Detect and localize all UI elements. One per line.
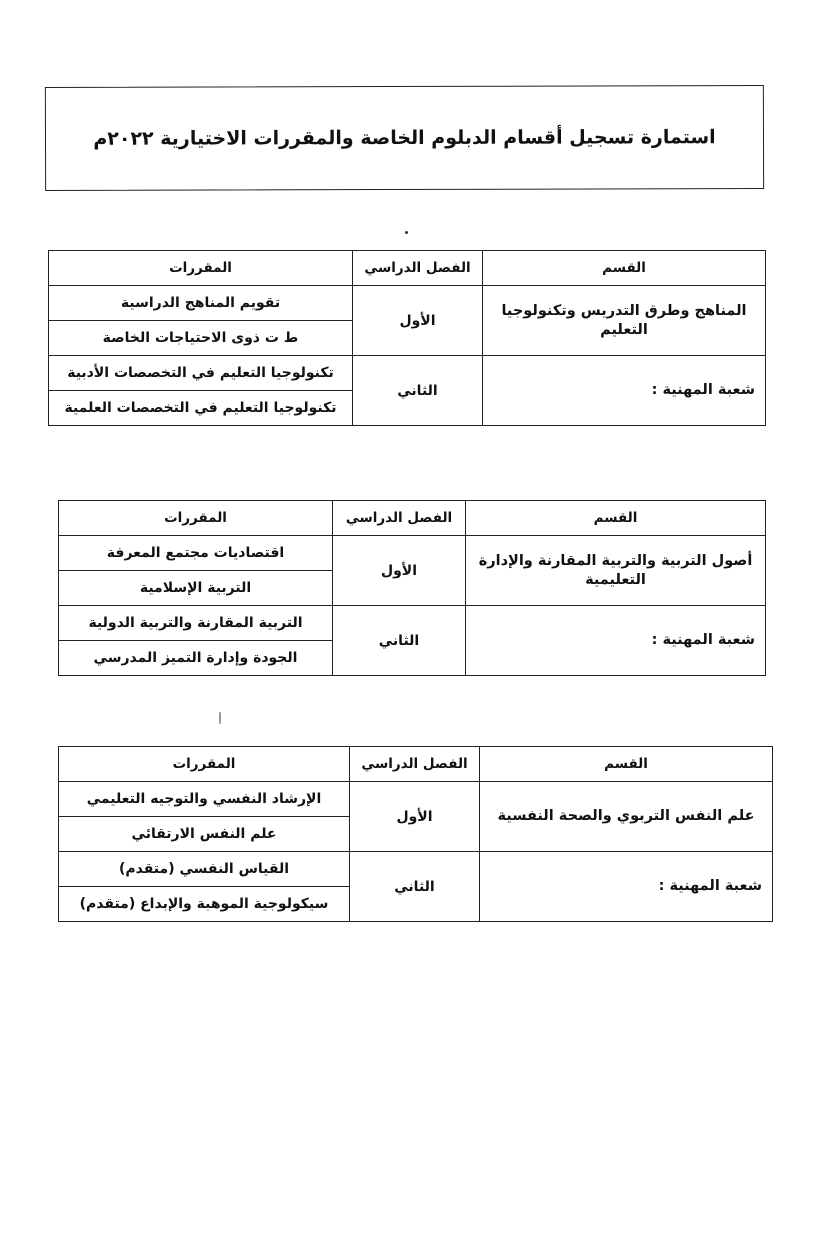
semester-label: الثاني: [350, 852, 480, 922]
header-courses: المقررات: [59, 501, 333, 536]
course-item: التربية المقارنة والتربية الدولية: [59, 606, 333, 641]
form-title: استمارة تسجيل أقسام الدبلوم الخاصة والمقررات الاختيارية ٢٠٢٢م: [93, 126, 716, 150]
semester-label: الثاني: [353, 356, 483, 426]
course-item: تقويم المناهج الدراسية: [49, 286, 353, 321]
table-header-row: [59, 747, 773, 782]
department-name: علم النفس التربوي والصحة النفسية: [480, 782, 773, 852]
header-semester: الفصل الدراسي: [353, 251, 483, 286]
table-header-row: [49, 251, 766, 286]
form-title-box: [45, 85, 764, 191]
department-table-3: [58, 746, 773, 922]
course-item: ط ت ذوى الاحتياجات الخاصة: [49, 321, 353, 356]
scan-speck: [405, 231, 408, 234]
table-row: [59, 852, 773, 887]
course-item: سيكولوجية الموهبة والإبداع (متقدم): [59, 887, 350, 922]
course-item: تكنولوجيا التعليم في التخصصات الأدبية: [49, 356, 353, 391]
branch-label: شعبة المهنية :: [466, 606, 766, 676]
semester-label: الثاني: [333, 606, 466, 676]
department-name: أصول التربية والتربية المقارنة والإدارة التعليمية: [466, 536, 766, 606]
header-courses: المقررات: [49, 251, 353, 286]
table-row: [59, 782, 773, 817]
semester-label: الأول: [353, 286, 483, 356]
branch-label: شعبة المهنية :: [483, 356, 766, 426]
course-item: الإرشاد النفسي والتوجيه التعليمي: [59, 782, 350, 817]
header-department: القسم: [480, 747, 773, 782]
course-item: التربية الإسلامية: [59, 571, 333, 606]
header-courses: المقررات: [59, 747, 350, 782]
semester-label: الأول: [350, 782, 480, 852]
branch-label: شعبة المهنية :: [480, 852, 773, 922]
department-table-2: [58, 500, 766, 676]
table-row: [49, 356, 766, 391]
header-semester: الفصل الدراسي: [350, 747, 480, 782]
header-department: القسم: [483, 251, 766, 286]
header-department: القسم: [466, 501, 766, 536]
table-row: [49, 286, 766, 321]
department-name: المناهج وطرق التدريس وتكنولوجيا التعليم: [483, 286, 766, 356]
scan-speck: [219, 712, 221, 724]
table-row: [59, 536, 766, 571]
course-item: القياس النفسي (متقدم): [59, 852, 350, 887]
department-table-1: [48, 250, 766, 426]
header-semester: الفصل الدراسي: [333, 501, 466, 536]
course-item: اقتصاديات مجتمع المعرفة: [59, 536, 333, 571]
semester-label: الأول: [333, 536, 466, 606]
course-item: علم النفس الارتقائي: [59, 817, 350, 852]
table-header-row: [59, 501, 766, 536]
table-row: [59, 606, 766, 641]
course-item: تكنولوجيا التعليم في التخصصات العلمية: [49, 391, 353, 426]
course-item: الجودة وإدارة التميز المدرسي: [59, 641, 333, 676]
